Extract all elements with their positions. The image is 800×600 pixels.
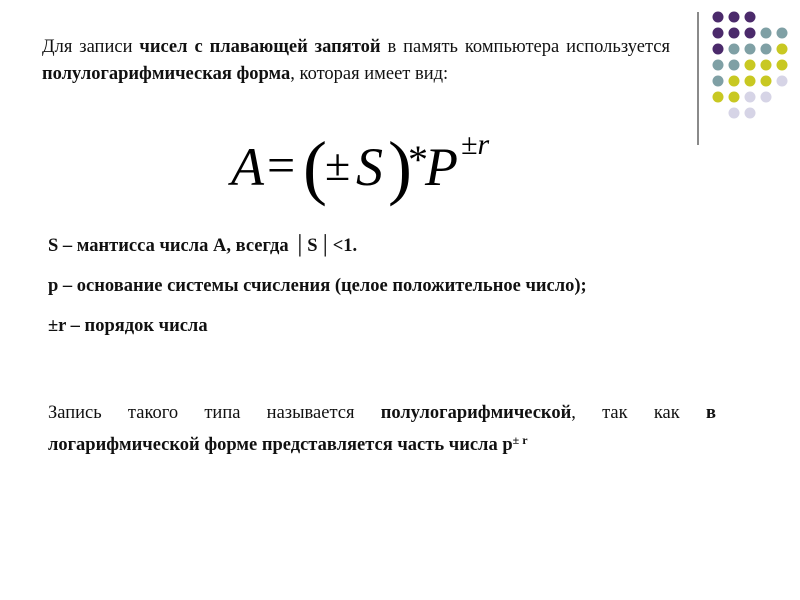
decorative-dot [761,76,772,87]
decorative-dot [745,108,756,119]
intro-paragraph [42,34,670,88]
decorative-dot [713,44,724,55]
conclusion-text-2: , так как [571,403,706,423]
conclusion-superscript: ± r [512,433,528,447]
decorative-dot [777,60,788,71]
definition-mantissa-text: S – мантисса числа А, всегда [48,236,294,256]
decorative-dot [745,76,756,87]
formula-close-paren: ) [388,127,412,207]
formula-open-paren: ( [303,127,327,207]
conclusion-text-1: Запись такого типа называется [48,403,381,423]
decorative-dot [713,12,724,23]
formula-plus-minus: ± [325,139,351,190]
definition-base: р – основание системы счисления (целое положительное число); [48,276,587,296]
formula-mantissa: S [356,137,383,197]
definition-mantissa-bound: <1. [332,236,358,256]
decorative-dot [729,92,740,103]
decorative-dot [777,28,788,39]
formula-lhs: A [231,137,264,197]
formula-equals: = [267,137,296,193]
decorative-dot [729,108,740,119]
decorative-dot [713,76,724,87]
conclusion-bold-log-part: в логарифмической форме представляется часть числа р [48,403,716,455]
intro-bold-semilog-form: полулогарифмическая форма [42,64,291,84]
conclusion-paragraph [48,400,716,459]
formula-exponent: ±r [461,128,490,161]
decorative-dot [713,92,724,103]
decorative-dot [761,92,772,103]
decorative-dot [729,60,740,71]
intro-text-1: Для записи [42,37,140,57]
decorative-dot [713,60,724,71]
decorative-dot [761,28,772,39]
decorative-dot [729,28,740,39]
decorative-dot [745,60,756,71]
vertical-divider [697,12,699,145]
formula-base: P [425,137,458,197]
decorative-dot [777,44,788,55]
decorative-dot [777,76,788,87]
intro-text-3: , которая имеет вид: [290,64,449,84]
decorative-dot [745,28,756,39]
intro-bold-floating-point: чисел с плавающей запятой [139,37,381,57]
formula [225,127,515,212]
definition-order: ±r – порядок числа [48,316,208,336]
definition-mantissa-abs: │S│ [293,236,333,256]
decorative-dot [761,44,772,55]
formula-multiply: * [408,137,428,182]
intro-text-2: в память компьютера используется [380,37,670,57]
decorative-dot [729,76,740,87]
decorative-dot [713,28,724,39]
definition-mantissa [48,234,748,259]
decorative-dot [745,12,756,23]
decorative-dot [729,12,740,23]
decorative-dot [745,92,756,103]
decorative-dot [729,44,740,55]
conclusion-bold-semilog: полулогарифмической [380,403,572,423]
decorative-dot [761,60,772,71]
definitions-list [48,234,748,354]
decorative-dot [745,44,756,55]
